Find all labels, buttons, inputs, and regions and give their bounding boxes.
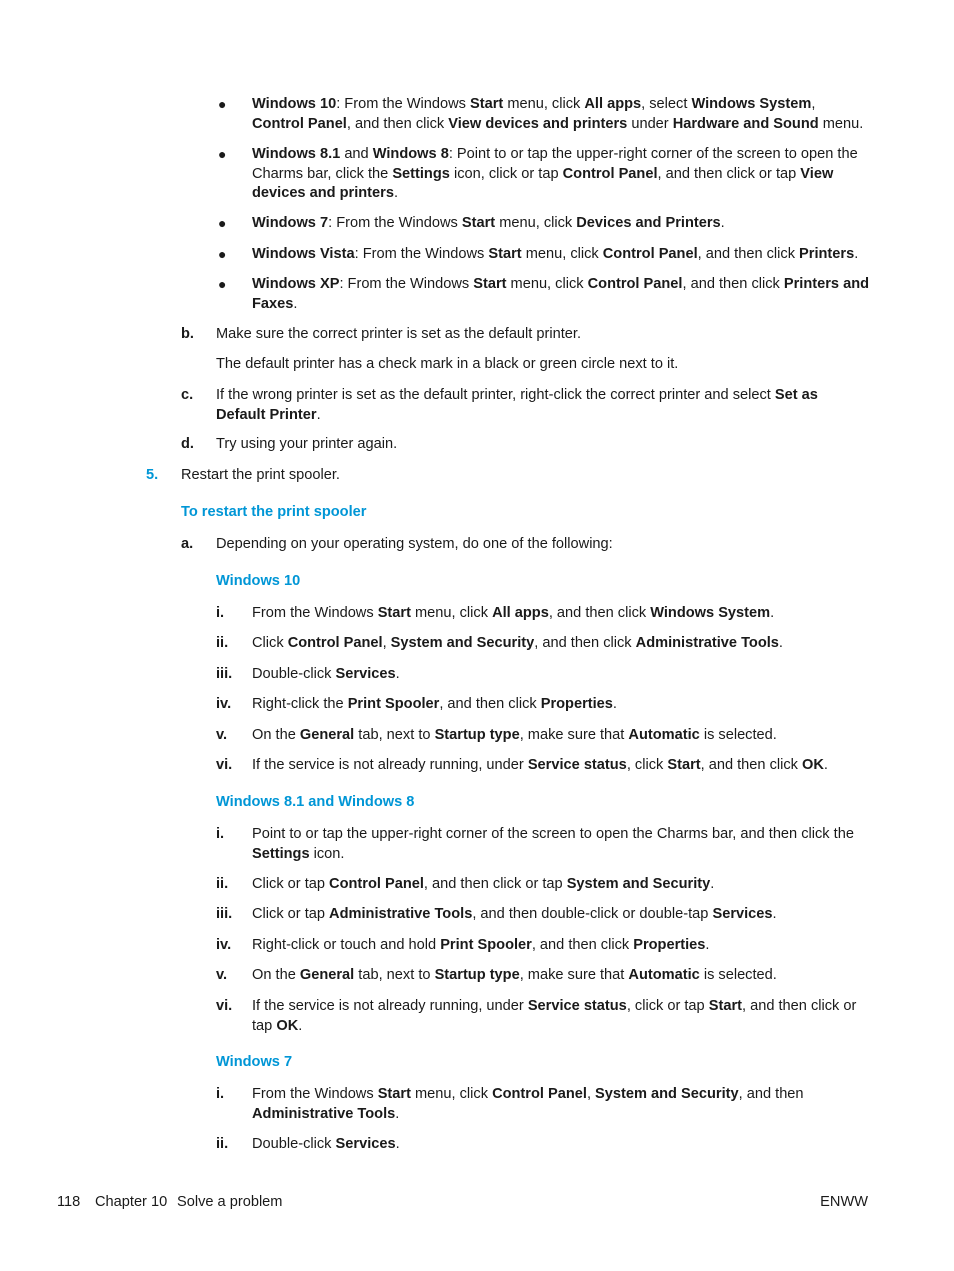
ui-term: Services — [335, 1136, 396, 1152]
substep-marker: iv. — [216, 937, 232, 953]
ui-term: Start — [461, 215, 496, 231]
ui-term: Windows Vista — [252, 246, 355, 262]
step-a-text — [216, 535, 870, 555]
ui-term: Administrative Tools — [252, 1105, 396, 1122]
text-run: Right-click the — [252, 696, 348, 712]
step-d-text — [216, 435, 870, 455]
text-run: : From the Windows — [328, 215, 462, 231]
win7-substep — [252, 1135, 870, 1155]
ui-term: Administrative Tools — [635, 635, 779, 651]
text-run: On the — [252, 967, 300, 983]
text-run: : From the Windows — [354, 246, 489, 262]
text-run: : From the Windows — [336, 96, 471, 112]
substep-marker: iii. — [216, 906, 233, 922]
text-run: , and then — [738, 1086, 804, 1102]
ui-term: Windows System — [650, 605, 771, 621]
substep-marker: i. — [216, 605, 225, 621]
windows-10-heading: Windows 10 — [216, 573, 301, 589]
ui-term: Settings — [252, 845, 310, 862]
ui-term: Start — [488, 246, 522, 262]
bullet-item-windows-7 — [252, 214, 870, 234]
ui-term: Windows 7 — [252, 215, 329, 231]
text-run: , click or tap — [626, 998, 709, 1014]
step-c-text — [216, 386, 846, 425]
step-number: 5. — [146, 467, 159, 483]
ui-term: All apps — [492, 605, 549, 621]
text-run: Double-click — [252, 666, 336, 682]
text-run: Click or tap — [252, 876, 330, 892]
text-run: : From the Windows — [339, 276, 474, 292]
substep-marker: i. — [216, 1086, 225, 1102]
substep-marker: v. — [216, 727, 228, 743]
win10-substep — [252, 634, 870, 654]
ui-term: Services — [712, 906, 773, 922]
ui-term: Printers — [799, 246, 855, 262]
text-run: , — [811, 96, 816, 112]
text-run: , and then double-click or double-tap — [472, 906, 713, 922]
bullet-item-windows-vista — [252, 245, 870, 265]
text-run: . — [293, 295, 298, 312]
text-run: , and then click — [439, 696, 541, 712]
text-run: menu, click — [410, 605, 493, 621]
ui-term: Windows XP — [252, 276, 340, 292]
text-run: , and then click — [697, 246, 800, 262]
bullet-icon: ● — [218, 96, 227, 112]
text-run: under — [627, 115, 673, 132]
win8-substep — [252, 966, 870, 986]
bullet-item-windows-10 — [252, 95, 870, 134]
win7-substep — [252, 1085, 812, 1124]
ui-term: Windows 10 — [252, 96, 337, 112]
text-run: , click — [626, 757, 668, 773]
text-run: . — [778, 635, 783, 651]
ui-term: Start — [667, 757, 701, 773]
text-run: icon, click or tap — [449, 165, 563, 182]
text-run: , and then click or tap — [252, 998, 857, 1034]
ui-term: Start — [470, 96, 504, 112]
text-run: Point to or tap the upper-right corner of the screen to open the Charms bar, and then click the — [252, 826, 854, 842]
ui-term: Startup type — [434, 967, 520, 983]
text-run: Try using your printer again. — [216, 436, 398, 452]
text-run: . — [710, 876, 715, 892]
ui-term: OK — [276, 1017, 299, 1034]
win8-substep — [252, 905, 870, 925]
substep-marker: vi. — [216, 757, 233, 773]
text-run: menu, click — [503, 96, 585, 112]
ui-term: Control Panel — [602, 246, 698, 262]
ui-term: Services — [335, 666, 396, 682]
ui-term: All apps — [584, 96, 642, 112]
text-run: and — [340, 146, 373, 162]
text-run: If the wrong printer is set as the default printer, right-click the correct printer and select — [216, 387, 775, 403]
text-run: Double-click — [252, 1136, 336, 1152]
text-run: , and then click — [682, 276, 784, 292]
substep-marker: ii. — [216, 1136, 229, 1152]
ui-term: Properties — [540, 696, 613, 712]
windows-7-heading: Windows 7 — [216, 1054, 293, 1070]
text-run: . — [395, 1105, 400, 1122]
text-run: . — [395, 666, 400, 682]
text-run: , — [586, 1086, 596, 1102]
ui-term: Properties — [633, 937, 706, 953]
ui-term: Control Panel — [287, 635, 383, 651]
ui-term: Control Panel — [329, 876, 424, 892]
text-run: . — [772, 906, 777, 922]
text-run: . — [395, 1136, 400, 1152]
text-run: tab, next to — [354, 967, 435, 983]
win10-substep — [252, 665, 870, 685]
win8-substep — [252, 875, 870, 895]
text-run: menu, click — [495, 215, 577, 231]
text-run: On the — [252, 727, 300, 743]
ui-term: Devices and Printers — [576, 215, 721, 231]
substep-marker: i. — [216, 826, 225, 842]
ui-term: Windows 8 — [372, 146, 449, 162]
ui-term: Windows 8.1 — [252, 146, 341, 162]
text-run: icon. — [309, 845, 345, 862]
ui-term: Hardware and Sound — [672, 115, 819, 132]
text-run: Right-click or touch and hold — [252, 937, 441, 953]
text-run: From the Windows — [252, 1086, 378, 1102]
ui-term: Control Panel — [252, 115, 347, 132]
text-run: Click — [252, 635, 288, 651]
text-run: menu, click — [521, 246, 603, 262]
ui-term: Start — [377, 605, 411, 621]
text-run: . — [298, 1017, 303, 1034]
text-run: . — [612, 696, 617, 712]
text-run: . — [393, 185, 399, 201]
procedure-heading: To restart the print spooler — [181, 504, 367, 520]
win8-substep — [252, 997, 870, 1036]
step-marker: d. — [181, 436, 194, 452]
text-run: . — [720, 215, 725, 231]
ui-term: Administrative Tools — [329, 906, 473, 922]
text-run: menu. — [818, 115, 864, 132]
ui-term: General — [299, 727, 355, 743]
text-run: is selected. — [699, 727, 777, 743]
ui-term: Windows System — [691, 96, 812, 112]
text-run: , and then click or tap — [423, 876, 567, 892]
text-run: , and then click or tap — [657, 165, 801, 182]
step-b-text — [216, 325, 870, 345]
text-run: , and then click — [700, 757, 803, 773]
ui-term: General — [299, 967, 355, 983]
footer-doc-code: ENWW — [820, 1194, 868, 1210]
text-run: is selected. — [699, 967, 777, 983]
text-run: , and then click — [346, 115, 449, 132]
step-b-note — [216, 355, 870, 375]
ui-term: Startup type — [434, 727, 520, 743]
ui-term: View devices and printers — [448, 115, 628, 132]
ui-term: Start — [708, 998, 742, 1014]
text-run: menu, click — [506, 276, 588, 292]
footer-section: Solve a problem — [177, 1194, 283, 1210]
step-marker: c. — [181, 387, 194, 403]
ui-term: System and Security — [390, 635, 535, 651]
ui-term: View devices and printers — [252, 165, 834, 201]
text-run: menu, click — [410, 1086, 493, 1102]
bullet-icon: ● — [218, 246, 227, 262]
text-run: If the service is not already running, under — [252, 757, 528, 773]
ui-term: System and Security — [595, 1086, 739, 1102]
ui-term: Service status — [527, 757, 627, 773]
step-marker: a. — [181, 536, 194, 552]
substep-marker: v. — [216, 967, 228, 983]
ui-term: OK — [802, 757, 824, 773]
substep-marker: iii. — [216, 666, 233, 682]
text-run: Click or tap — [252, 906, 330, 922]
step-5-text — [181, 466, 861, 486]
text-run: , and then click — [534, 635, 636, 651]
ui-term: Settings — [392, 165, 450, 182]
bullet-icon: ● — [218, 146, 227, 162]
text-run: , make sure that — [519, 727, 629, 743]
text-run: . — [823, 757, 828, 773]
page-number: 118 — [57, 1194, 81, 1210]
windows-8-heading: Windows 8.1 and Windows 8 — [216, 794, 415, 810]
ui-term: Start — [473, 276, 507, 292]
ui-term: Set as Default Printer — [216, 387, 818, 423]
ui-term: Control Panel — [562, 165, 658, 182]
text-run: If the service is not already running, under — [252, 998, 528, 1014]
win8-substep — [252, 825, 870, 864]
text-run: , — [382, 635, 391, 651]
ui-term: Print Spooler — [347, 696, 440, 712]
ui-term: Printers and Faxes — [252, 276, 870, 312]
ui-term: Automatic — [628, 727, 700, 743]
ui-term: Control Panel — [492, 1086, 587, 1102]
ui-term: Control Panel — [587, 276, 683, 292]
win10-substep — [252, 726, 870, 746]
text-run: , and then click — [548, 605, 651, 621]
text-run: The default printer has a check mark in a black or green circle next to it. — [216, 356, 679, 372]
bullet-icon: ● — [218, 215, 227, 231]
text-run: . — [705, 937, 710, 953]
footer-chapter: Chapter 10 — [95, 1194, 168, 1210]
win10-substep — [252, 756, 870, 776]
substep-marker: iv. — [216, 696, 232, 712]
bullet-icon: ● — [218, 276, 227, 292]
ui-term: Automatic — [628, 967, 700, 983]
win10-substep — [252, 695, 870, 715]
text-run: From the Windows — [252, 605, 378, 621]
substep-marker: ii. — [216, 876, 229, 892]
bullet-item-windows-xp — [252, 275, 870, 314]
text-run: Depending on your operating system, do one of the following: — [216, 536, 613, 552]
ui-term: Service status — [527, 998, 627, 1014]
win10-substep — [252, 604, 870, 624]
step-marker: b. — [181, 326, 194, 342]
text-run: . — [770, 605, 775, 621]
text-run: Restart the print spooler. — [181, 467, 340, 483]
ui-term: Start — [377, 1086, 411, 1102]
text-run: , make sure that — [519, 967, 629, 983]
text-run: Make sure the correct printer is set as the default printer. — [216, 326, 582, 342]
ui-term: System and Security — [566, 876, 711, 892]
text-run: , and then click — [531, 937, 634, 953]
substep-marker: ii. — [216, 635, 229, 651]
bullet-item-windows-8 — [252, 145, 870, 204]
substep-marker: vi. — [216, 998, 233, 1014]
win8-substep — [252, 936, 870, 956]
text-run: : Point to or tap the upper-right corner of the screen to open the Charms bar, click the — [252, 146, 858, 182]
ui-term: Print Spooler — [440, 937, 532, 953]
text-run: . — [316, 406, 321, 423]
text-run: . — [854, 246, 859, 262]
text-run: , select — [641, 96, 692, 112]
text-run: tab, next to — [354, 727, 435, 743]
